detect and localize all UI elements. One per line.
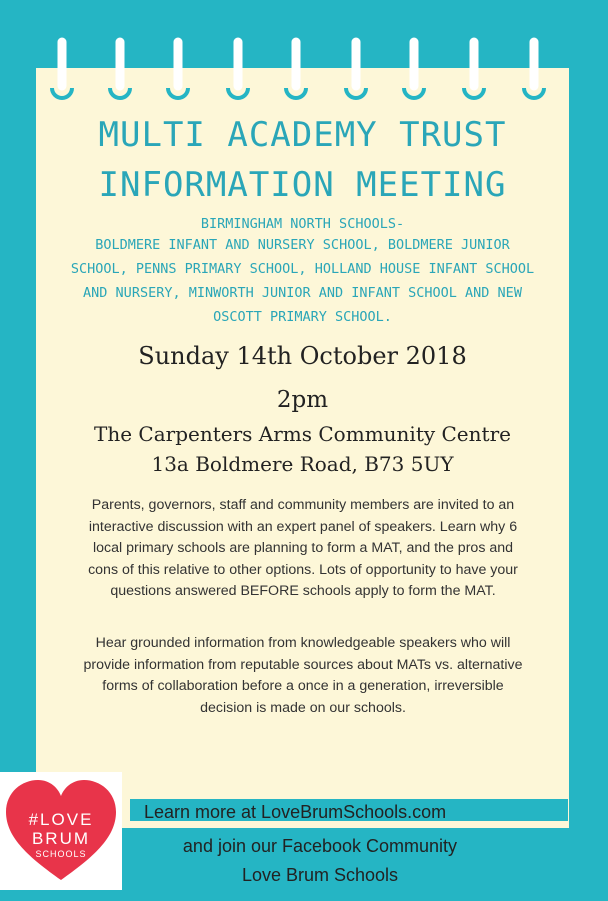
body-p1-line: local primary schools are planning to form a MAT, and the pros and	[92, 540, 514, 556]
event-venue: The Carpenters Arms Community Centre	[94, 422, 511, 446]
heading-line-1: MULTI ACADEMY TRUST	[98, 115, 507, 155]
footer-website-text: Learn more at LoveBrumSchools.com	[144, 802, 447, 822]
footer-community-name: Love Brum Schools	[241, 865, 399, 885]
body-p2-line: provide information from reputable sources about MATs vs. alternative	[83, 656, 523, 673]
body-paragraph-2	[44, 633, 562, 719]
event-address: 13a Boldmere Road, B73 5UY	[151, 452, 454, 476]
event-time: 2pm	[276, 387, 329, 413]
schools-line-3: SCHOOL, PENNS PRIMARY SCHOOL, HOLLAND HOUSE INFANT SCHOOL	[70, 261, 535, 277]
logo-text-love: #LOVE	[28, 810, 94, 829]
love-brum-schools-logo	[0, 772, 122, 890]
footer-facebook-text: and join our Facebook Community	[182, 836, 458, 856]
event-date: Sunday 14th October 2018	[138, 342, 467, 370]
body-p2-line: decision is made on our schools.	[200, 699, 406, 716]
body-p1-line: questions answered BEFORE schools apply to form the MAT.	[110, 583, 496, 599]
body-p1-line: cons of this relative to other options. Lots of opportunity to have your	[88, 561, 518, 578]
body-p1-line: Parents, governors, staff and community members are invited to an	[91, 497, 515, 513]
schools-line-5: OSCOTT PRIMARY SCHOOL.	[213, 309, 392, 325]
schools-line-1: BIRMINGHAM NORTH SCHOOLS-	[200, 216, 405, 232]
body-p1-line: interactive discussion with an expert panel of speakers. Learn why 6	[88, 518, 518, 535]
logo-text-brum: BRUM	[31, 829, 91, 848]
schools-line-4: AND NURSERY, MINWORTH JUNIOR AND INFANT SCHOOL AND NEW	[83, 285, 522, 301]
spiral-rings	[0, 0, 608, 110]
schools-line-2: BOLDMERE INFANT AND NURSERY SCHOOL, BOLDMERE JUNIOR	[95, 237, 510, 253]
body-paragraph-1	[44, 495, 562, 603]
logo-text-schools: SCHOOLS	[35, 849, 87, 859]
heading-line-2: INFORMATION MEETING	[98, 165, 507, 205]
body-p2-line: Hear grounded information from knowledgeable speakers who will	[95, 635, 511, 651]
body-p2-line: forms of collaboration before a once in a generation, irreversible	[102, 678, 504, 694]
